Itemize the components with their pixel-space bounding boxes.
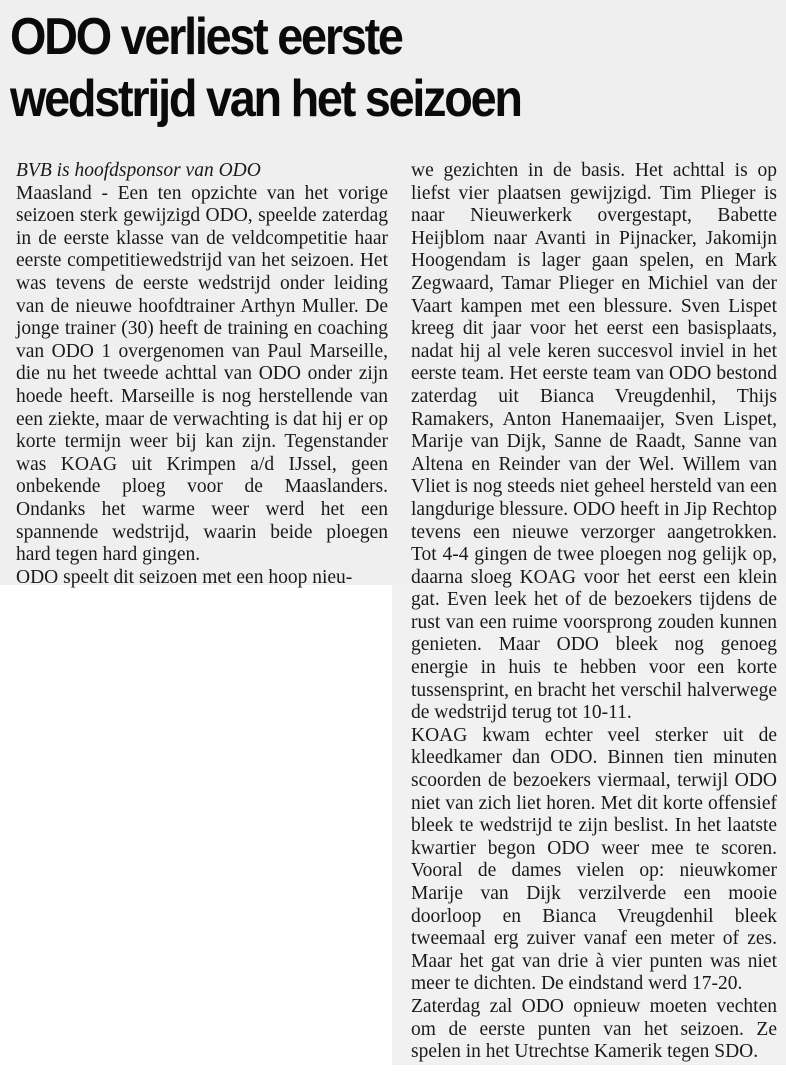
headline-line-2: wedstrijd van het seizoen xyxy=(10,70,521,128)
paragraph: Zaterdag zal ODO opnieuw moeten vechten om de eerste punten van het seizoen. Ze spelen in het Utrechtse Kamerik tegen SDO. xyxy=(411,995,777,1063)
bleed-through-text xyxy=(560,20,760,140)
paragraph: ODO speelt dit seizoen met een hoop nieu- xyxy=(16,566,353,588)
subheading: BVB is hoofdsponsor van ODO xyxy=(16,160,261,181)
paragraph: we gezichten in de basis. Het achttal is op liefst vier plaatsen gewijzigd. Tim Plieger is naar Nieuwerkerk overgestapt, Babette Heijblom naar Avanti in Pijnacker, Jakomijn Hoogendam is lager gaan spelen, en Mark Zegwaard, Tamar Plieger en Michiel van der Vaart kampen met een blessure. Sven Lispet kreeg dit jaar voor het eerst een basisplaats, nadat hij al vele keren succesvol inviel in het eerste team. Het eerste team van ODO bestond zaterdag uit Bianca Vreugdenhil, Thijs Ramakers, Anton Hanemaaijer, Sven Lispet, Marije van Dijk, Sanne de Raadt, Sanne van Altena en Reinder van der Wel. Willem van Vliet is nog steeds niet geheel hersteld van een langdurige blessure. ODO heeft in Jip Rechtop tevens een nieuwe verzorger aangetrokken. Tot 4-4 gingen de twee ploegen nog gelijk op, daarna sloeg KOAG voor het eerst een klein gat. Even leek het of de bezoekers tijdens de rust van een ruime voorsprong zouden kunnen genieten. Maar ODO bleek nog genoeg energie in huis te hebben voor een korte tussensprint, en bracht het verschil halverwege de wedstrijd terug tot 10-11. xyxy=(411,160,777,724)
headline-line-1: ODO verliest eerste xyxy=(10,8,402,66)
paragraph: Maasland - Een ten opzichte van het vorige seizoen sterk gewijzigd ODO, speelde zaterdag in de eerste klasse van de veldcompetitie haar eerste competitiewedstrijd van het seizoen. Het was tevens de eerste wedstrijd onder leiding van de nieuwe hoofdtrainer Arthyn Muller. De jonge trainer (30) heeft de training en coaching van ODO 1 overgenomen van Paul Marseille, die nu het tweede achttal van ODO onder zijn hoede heeft. Marseille is nog herstellende van een ziekte, maar de verwachting is dat hij er op korte termijn weer bij kan zijn. Tegenstander was KOAG uit Krimpen a/d IJssel, geen onbekende ploeg voor de Maaslanders. Ondanks het warme weer werd het een spannende wedstrijd, waarin beide ploegen hard tegen hard gingen. xyxy=(16,182,388,566)
headline xyxy=(10,6,521,130)
paragraph: KOAG kwam echter veel sterker uit de kleedkamer dan ODO. Binnen tien minuten scoorden de bezoekers viermaal, terwijl ODO niet van zich liet horen. Met dit korte offensief bleek te wedstrijd te zijn beslist. In het laatste kwartier begon ODO weer mee te scoren. Vooral de dames vielen op: nieuwkomer Marije van Dijk verzilverde een mooie doorloop en Bianca Vreugdenhil bleek tweemaal erg zuiver vanaf een meter of zes. Maar het gat van drie à vier punten was niet meer te dichten. De eindstand werd 17-20. xyxy=(411,724,777,995)
article-column-left xyxy=(16,160,388,589)
article-column-right xyxy=(411,160,777,1064)
